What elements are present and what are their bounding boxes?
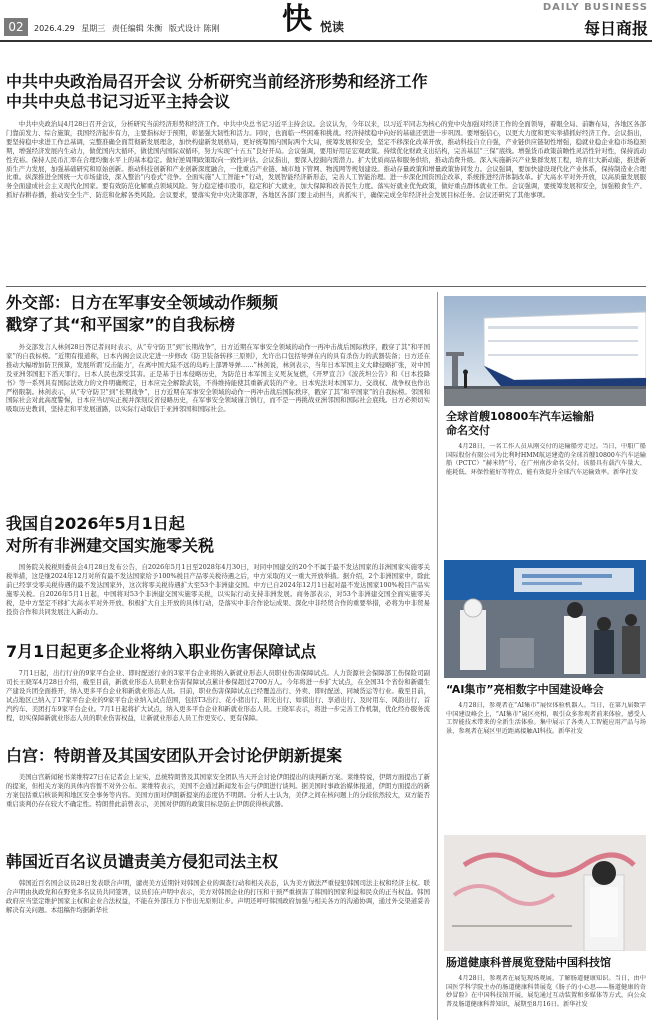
gut-health-exhibit-photo: [444, 835, 646, 951]
section-logo-small: 悦读: [320, 20, 345, 34]
ai-fair-caption-title: “AI集市”亮相数字中国建设峰会: [446, 683, 604, 696]
article-6-body: 韩国近百名国会议员28日发表联合声明，谴责美方近期针对韩国企业的调查行动和相关表态，认为美方做法严重侵犯韩国司法主权和经济主权。联合声明由执政党和在野党多名议员共同签署，议员们在声明中表示，美方对韩国企业的打压和干预严重损害了韩国的国家利益和民众的正当权益。韩国政府应当坚定维护国家主权和企业合法权益，不能在外部压力下作出无原则让步。声明还呼吁韩国政府加强与相关各方的沟通协调，通过外交渠道妥善解决有关问题。本组稿件均据新华社: [6, 879, 430, 914]
article-4-title: 7月1日起更多企业将纳入职业伤害保障试点: [6, 642, 317, 661]
layout-designer: 版式设计 陈刚: [168, 24, 220, 33]
article-2-title-line1: 外交部：日方在军事安全领域动作频频: [6, 293, 279, 312]
ai-fair-caption-body: 4月28日，参观者在“AI集市”展位体验机器人。当日，在第九届数字中国建设峰会上，“AI集市”展区亮相，吸引众多参观者前来体验，感受人工智能技术带来的全新生活体验。集中展示了各类人工智能应用产品与场景，参观者在展区里近距离接触AI科技。新华社发: [446, 702, 646, 736]
gut-health-caption-title: 肠道健康科普展览登陆中国科技馆: [446, 956, 611, 969]
ship-caption-title-line2: 命名交付: [446, 424, 490, 437]
ship-caption-title-line1: 全球首艘10800车汽车运输船: [446, 410, 595, 423]
article-5-body: 美国白宫新闻秘书莱维特27日在记者会上证实，总统特朗普及其国家安全团队当天开会讨论伊朗提出的谈判新方案。莱维特说，伊朗方面提出了新的提案，但相关方案的具体内容暂不对外公布。莱维特表示，美国不会通过新闻发布会与伊朗进行谈判。据美国时事政治媒体报道，伊朗方面提出的新方案包括重启核谈判和地区安全事务等内容。美国方面对伊朗新提案的态度仍不明朗。分析人士认为，美伊之间在核问题上的分歧依然较大，双方能否重启谈判仍存在较大不确定性。特朗普此前曾表示，美国对伊朗的政策目标是防止伊朗获得核武器。: [6, 773, 430, 808]
issue-meta: [34, 23, 223, 34]
article-4-body: 7月1日起，出行行业的9家平台企业、即时配送行业的3家平台企业将纳入新就业形态人员职业伤害保障试点。人力资源社会保障部工伤保险司副司长王晓军4月28日介绍，截至目前，新就业形态人员职业伤害保障试点累计参保超过2700万人。今年将进一步扩大试点，在全国31个省份和新疆生产建设兵团全面推开，纳入更多平台企业和新就业形态人员。目前，职业伤害保障试点已经覆盖出行、外卖、即时配送、同城货运等行业。截至目前，试点地区已纳入了17家平台企业的9家平台企业纳入试点范围，包括T3出行、花小猪出行、阳光出行、如祺出行、享道出行、及时用车、风韵出行、首汽约车、美团打车9家平台企业。7月1日起将扩大试点，纳入更多平台企业和新就业形态人员。王晓军表示，将进一步完善工作机制，优化经办服务流程，切实保障新就业形态人员的职业伤害权益，让新就业形态人员工作更安心、更有保障。: [6, 669, 430, 722]
car-carrier-ship-photo: [444, 296, 646, 406]
ship-caption-body: 4月28日，一名工作人员从刚交付的运输船旁走过。当日，中船广船国际股份有限公司为比利时HMM航运建造的全球首艘10800车汽车运输船（PCTC）“赫米特”号，在广州南沙命名交付。该船具有载汽车量大、能耗低、环保性能好等特点，能有效提升全球汽车运输效率。新华社发: [446, 443, 646, 477]
brand-chinese: 每日商报: [583, 19, 648, 38]
article-1-body: 中共中央政治局4月28日召开会议，分析研究当前经济形势和经济工作。中共中央总书记习近平主持会议。会议认为，今年以来，以习近平同志为核心的党中央加强对经济工作的全面领导，着眼全局、前瞻布局，各地区各部门靠前发力、综合施策，我国经济起步有力，主要指标好于预期，彰显强大韧性和活力。同时，也面临一些困难和挑战。经济持续稳中向好的基础还需进一步巩固。要增强信心，以更大力度和更实举措抓好经济工作。会议指出，要坚持稳中求进工作总基调，完整准确全面贯彻新发展理念，加快构建新发展格局，更好统筹国内国际两个大局，统筹发展和安全，坚定不移深化改革开放，推动科技自立自强，产业链供应链韧性增强，稳就业稳企业稳市场稳预期，增强经济发展内生动力，做优国内大循环，做优国内国际双循环，努力实现“十五五”良好开局。会议强调，要用好用足宏观政策。持续优化财政支出结构，完善基层“三保”底线。增强货币政策前瞻性灵活性针对性，保持流动性充裕。保持人民币汇率在合理均衡水平上的基本稳定。做好逆周期政策取向一致性评估。会议指出，要深入挖掘内需潜力。扩大优质商品和服务供给，推动消费升级。深入实施新兴产业集群发展工程，培育壮大新动能，推进新质生产力发展，加强基础研究和原始创新。推动科技创新和产业创新深度融合，一批重点产业链、城市地下管网、物流网等规划建设。推动存量政策和增量政策协同发力。会议强调，要加快建设现代化产业体系，保持制造业合理比重。纵深推进全国统一大市场建设，深入整治“内卷式”竞争。全面实施“人工智能+”行动，发展智能经济新形态，完善人工智能治理。进一步深化国资国企改革，系统推进经济体制改革。扩大高水平对外开放，以高质量发展服务全面建成社会主义现代化国家。要有效防范化解重点领域风险。努力稳定楼市股市，稳定和扩大就业，加大保障和改善民生力度。落实好就业优先政策，做好重点群体就业工作。会议强调，要统筹发展和安全，加强粮食生产、抓好春耕春播，推动安全生产、防范和化解各类风险。会议要求，要落实党中央决策部署，各地区各部门要主动担当，真抓实干，确保完成全年经济社会发展目标任务。会议还研究了其他事项。: [6, 120, 646, 200]
section-logo-big: 快: [282, 2, 312, 37]
divider: [6, 286, 646, 287]
article-5-title: 白宫：特朗普及其国安团队开会讨论伊朗新提案: [6, 746, 343, 765]
article-3-title-line1: 我国自2026年5月1日起: [6, 514, 185, 533]
ai-fair-photo: [444, 560, 646, 678]
car-carrier-ship-image: [444, 296, 646, 406]
article-2-body: 外交部发言人林剑28日答记者问时表示，从“专守防卫”到“长期战争”，日方近期在军事安全领域的动作一再冲击战后国际秩序，戳穿了其“和平国家”的自我标榜。“近期有报道称，日本内阁会议决定进一步修改《防卫装备转移三原则》，允许出口包括导弹在内的具有杀伤力的武器装备；日方还在推动大幅增加防卫预算，发展所谓‘反击能力’，在离中国大陆不远的岛屿上部署导弹……”林剑说，林剑表示，当年日本军国主义大肆侵略扩张，对中国及亚洲邻国犯下滔天罪行。日本人民也深受其害。正是基于日本侵略历史，为防范日本军国主义死灰复燃，《开罗宣言》《波茨坦公告》和《日本投降书》等一系列具有国际法效力的文件明确规定，日本应完全解除武装，不得维持能使其重新武装的产业。日本宪法对本国军力、交战权、战争权也作出严格限制。林剑表示，从“专守防卫”到“长期战争”，日方近期在军事安全领域的动作一再冲击战后国际秩序，戳穿了其“和平国家”的自我标榜。邻国和国际社会对此高度警惕，日本应当切实正视并深刻反省侵略历史，在军事安全领域谨言慎行，而不是一再挑战亚洲邻国和国际社会底线。日方必须切实吸取历史教训，坚持走和平发展道路，以实际行动取信于亚洲邻国和国际社会。: [6, 343, 430, 414]
responsible-editor: 责任编辑 朱衡: [111, 24, 163, 33]
article-1-title-line1: 中共中央政治局召开会议 分析研究当前经济形势和经济工作: [6, 72, 428, 91]
article-3-body: 国务院关税税则委员会4月28日发布公告，自2026年5月1日至2028年4月30日，对同中国建交的20个不属于最不发达国家的非洲国家实施零关税举措，这是继2024年12月对所有最不发达国家给予100%税目产品零关税待遇之后，中方采取的又一重大开放举措。据介绍，2个非洲国家中，除此前已经享受零关税待遇的最不发达国家外，这次将零关税待遇扩大至53个非洲建交国。中方已自2024年12月1日起对最不发达国家100%税目产品实施零关税。自2026年5月1日起，中国将对53个非洲建交国实施零关税，以实际行动支持非洲发展。商务部表示，对53个非洲建交国全面实施零关税，是中方坚定不移扩大高水平对外开放、积极扩大自主开放的具体行动，是落实中非合作论坛成果、深化中非经贸合作的重要举措，必将为中非贸易投资合作和共同发展注入新动力。: [6, 563, 430, 616]
gut-health-exhibit-image: [444, 835, 646, 951]
brand-english: DAILY BUSINESS: [542, 2, 648, 13]
article-2-title-line2: 戳穿了其“和平国家”的自我标榜: [6, 315, 236, 334]
ai-fair-image: [444, 560, 646, 678]
issue-weekday: 星期三: [81, 24, 106, 33]
header-rule: [0, 40, 652, 42]
article-3-title-line2: 对所有非洲建交国实施零关税: [6, 536, 215, 555]
issue-date: 2026.4.29: [34, 24, 75, 33]
article-6-title: 韩国近百名议员谴责美方侵犯司法主权: [6, 852, 279, 871]
masthead: [0, 0, 652, 44]
page-number-badge: 02: [4, 18, 28, 36]
article-1-title-line2: 中共中央总书记习近平主持会议: [6, 92, 231, 111]
column-divider: [437, 292, 438, 1020]
gut-health-caption-body: 4月28日，参观者在展览现场观展，了解肠道健康知识。当日，由中国医学科学院主办的肠道健康科普展览《肠子的小心思——肠道健康的奇妙冒险》在中国科技馆开展，展览通过互动装置和多媒体等方式，向公众普及肠道健康科普知识，展期至8月16日。新华社发: [446, 975, 646, 1009]
